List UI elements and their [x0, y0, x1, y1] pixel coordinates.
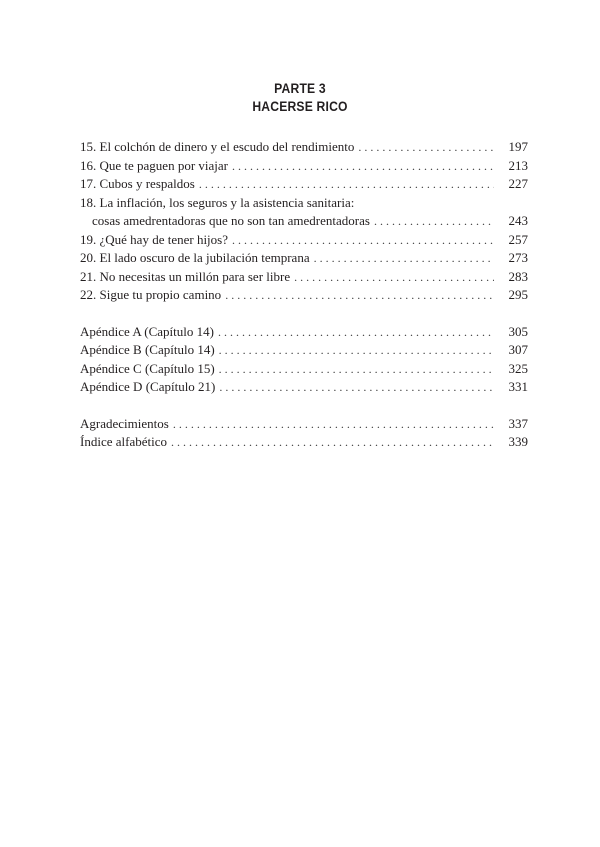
toc-entry — [80, 157, 528, 176]
toc-entry — [80, 175, 528, 194]
part-title: HACERSE RICO — [252, 99, 348, 114]
dot-leader — [232, 231, 494, 250]
toc-entry-page: 331 — [508, 379, 528, 394]
dot-leader — [358, 138, 494, 157]
dot-leader — [232, 157, 494, 176]
toc-entry-page: 213 — [508, 157, 528, 173]
dot-leader — [218, 323, 494, 342]
toc-entry-title: 20. El lado oscuro de la jubilación temprana — [80, 250, 310, 265]
dot-leader — [171, 433, 494, 452]
toc-entry-title: Índice alfabético — [80, 434, 167, 449]
part-header — [30, 80, 570, 116]
dot-leader — [219, 378, 494, 397]
toc-entry-page: 305 — [508, 323, 528, 339]
toc-entry — [80, 415, 528, 434]
toc-entry — [80, 433, 528, 452]
toc-entry-title: Agradecimientos — [80, 415, 169, 431]
toc-entry-page: 295 — [508, 287, 528, 302]
toc-entry-page: 227 — [508, 176, 528, 191]
toc-entry-title-line1: 18. La inflación, los seguros y la asistencia sanitaria: — [80, 194, 355, 210]
toc-entry-page: 273 — [508, 250, 528, 265]
toc-entry-title: cosas amedrentadoras que no son tan amedrentadoras — [92, 213, 370, 228]
toc-entry-page: 337 — [508, 415, 528, 431]
toc-entry — [80, 231, 528, 250]
toc-entry-title: Apéndice B (Capítulo 14) — [80, 342, 215, 357]
toc-entry-page: 283 — [508, 268, 528, 284]
section-spacer — [80, 397, 528, 415]
table-of-contents — [80, 138, 528, 452]
dot-leader — [374, 212, 494, 231]
toc-entry-title: 16. Que te paguen por viajar — [80, 157, 229, 173]
dot-leader — [225, 286, 494, 305]
toc-entry-page: 197 — [508, 139, 528, 154]
toc-entry-page: 339 — [508, 434, 528, 449]
toc-entry-page: 243 — [508, 213, 528, 228]
toc-entry-first-line — [80, 194, 528, 213]
toc-entry — [80, 212, 528, 231]
toc-entry-title: 22. Sigue tu propio camino — [80, 287, 222, 302]
toc-entry — [80, 249, 528, 268]
dot-leader — [173, 415, 494, 434]
dot-leader — [314, 249, 494, 268]
dot-leader — [219, 360, 494, 379]
toc-entry-title: Apéndice D (Capítulo 21) — [80, 379, 216, 394]
dot-leader — [199, 175, 494, 194]
toc-entry-page: 325 — [508, 360, 528, 376]
toc-entry — [80, 378, 528, 397]
toc-entry-title: 19. ¿Qué hay de tener hijos? — [80, 231, 229, 247]
toc-entry — [80, 341, 528, 360]
toc-entry-title: Apéndice A (Capítulo 14) — [80, 323, 214, 339]
toc-entry-title: 21. No necesitas un millón para ser libre — [80, 268, 291, 284]
dot-leader — [219, 341, 494, 360]
dot-leader — [294, 268, 494, 287]
toc-entry-title: 15. El colchón de dinero y el escudo del rendimiento — [80, 139, 355, 154]
toc-entry — [80, 286, 528, 305]
section-spacer — [80, 305, 528, 323]
toc-entry — [80, 360, 528, 379]
toc-entry-title: Apéndice C (Capítulo 15) — [80, 360, 215, 376]
toc-entry-page: 257 — [508, 231, 528, 247]
toc-entry-page: 307 — [508, 342, 528, 357]
part-number: PARTE 3 — [274, 81, 326, 96]
toc-entry — [80, 138, 528, 157]
toc-entry — [80, 268, 528, 287]
toc-entry — [80, 323, 528, 342]
toc-entry-title: 17. Cubos y respaldos — [80, 176, 195, 191]
